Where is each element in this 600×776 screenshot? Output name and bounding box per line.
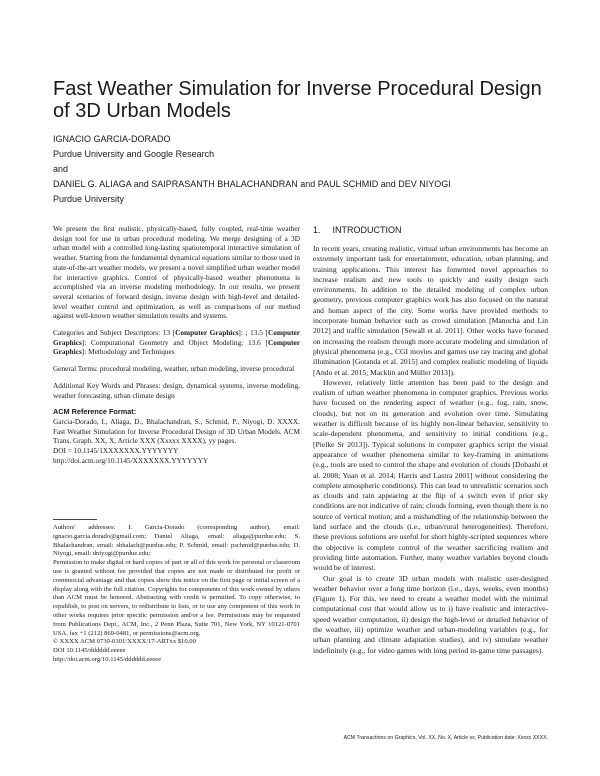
left-column — [53, 224, 300, 465]
page-footer: ACM Transactions on Graphics, Vol. XX, No. X, Article xx, Publication date: Xxxxx XXXX. — [343, 735, 548, 741]
author-names-2: DANIEL G. ALIAGA and SAIPRASANTH BHALACHANDRAN and PAUL SCHMID and DEV NIYOGI — [53, 179, 451, 189]
intro-paragraph-2: However, relatively little attention has been paid to the design and realism of urban weather phenomena in computer graphics. Previous works have focused on the rendering aspect of weather (e.g., fog, rain, snow, clouds), but not on its generation and evolution over time. Simulating weather is difficult because of its highly non-linear behavior, sensitivity to scale-dependent phenomena, and sensitivity to initial conditions (e.g., [Pielke Sr 2013]). Typical solutions in computer graphics script the visual appearance of weather phenomena similar to key-framing in animations (e.g., tools are used to control the shape and evolution of clouds [Dobashi et al. 2008; Yuan et al. 2014; Harris and Lastra 2001] without considering the complete atmospheric conditions). This can lead to unrealistic scenarios such as clouds and rain appearing at the flip of a switch even if prior sky conditions are not indicative of rain; clouds forming, even though there is no source of vertical motion; and a mishandling of the relationship between the land surface and the clouds (i.e., urban/rural heterogeneities). Therefore, these previous solutions are useful for short highly-scripted sequences where the objective is complete control of the weather sacrificing realism and providing little automation. Further, many weather variables beyond clouds would be of interest. — [313, 377, 548, 573]
copyright-line: © XXXX ACM 0730-0301/XXXX/17-ARTxx $10.00 — [53, 638, 196, 646]
author-affiliation-2: Purdue University — [53, 194, 125, 204]
section-title: INTRODUCTION — [332, 225, 402, 235]
category-term-2: Computer Graphics — [53, 328, 300, 347]
acm-reference: Garcia-Dorado, I., Aliaga, D., Bhalachandran, S., Schmid, P., Niyogi, D. XXXX. Fast Weather Simulation for Inverse Procedural Design of 3D Urban Models. ACM Trans. Graph. XX, X, Article XXX (Xxxxx XXXX), yy pages. — [53, 416, 300, 446]
category-term-1: Computer Graphics — [175, 328, 239, 338]
abstract: We present the first realistic, physically-based, fully coupled, real-time weather design tool for use in urban procedural modeling. We merge designing of a 3D urban model with a controlled long-lasting spatiotemporal interactive simulation of weather. Starting from the fundamental dynamical equations similar to those used in state-of-the-art weather models, we present a novel simplified urban weather model for interactive graphics. Control of physically-based weather phenomena is accomplished via an inverse modeling methodology. In our results, we present several scenarios of forward design, inverse design with high-level and detailed-level weather control and optimization, as well as comparisons of our method against well-known weather simulation results and systems. — [53, 224, 300, 321]
doi-url[interactable]: http://doi.acm.org/10.1145/XXXXXXX.YYYYYYY — [53, 455, 209, 465]
categories-prefix: Categories and Subject Descriptors: 13 [ — [53, 328, 176, 338]
categories — [53, 328, 300, 357]
category-term-3: Computer Graphics — [53, 337, 300, 357]
author-affiliation-1: Purdue University and Google Research — [53, 149, 215, 159]
general-terms: General Terms: procedural modeling, weather, urban modeling, inverse procedural — [53, 364, 295, 374]
right-column — [313, 224, 548, 656]
section-heading-introduction — [313, 224, 548, 236]
intro-paragraph-1: In recent years, creating realistic, virtual urban environments has become an extremely important task for entertainment, education, urban planning, and training applications. This interest has fomented novel approaches to increase realism and new tools to quickly and easily design such environments. In addition to the detailed modeling of complex urban geometry, previous computer graphics work has also focused on the natural and human aspect of the city. Some works have provided methods to incorporate human behavior such as crowd simulation [Manocha and Lin 2012] and traffic simulation [Sewall et al. 2011]. Other works have focused on increasing the realism through more accurate modeling and simulation of physical phenomena (e.g., CGI movies and games use ray tracing and global illumination [Gotanda et al. 2015] and complex realistic modeling of liquids [Ando et al. 2015; Macklin and Müller 2013]). — [313, 244, 548, 377]
acm-reference-heading: ACM Reference Format: — [53, 407, 137, 417]
intro-paragraph-3: Our goal is to create 3D urban models with realistic user-designed weather behavior over a long time horizon (i.e., days, weeks, even months) (Figure 1). For this, we need to create a weather model with the minimal computational cost that would allow us to i) have realistic and interactive-speed weather computation, ii) design the high-level or detailed behavior of the weather, iii) optimize weather and urban-modeling variables (e.g., for urban planning and climate adaptation studies), and iv) simulate weather indefinitely (e.g., for video games with long period in-game time passages). — [313, 573, 548, 655]
footnote-block — [53, 524, 300, 665]
keywords: Additional Key Words and Phrases: design, dynamical systems, inverse modeling, weather forecasting, urban climate design — [53, 380, 300, 400]
categories-mid-2: ]: Computational Geometry and Object Modeling; 13.6 [ — [81, 337, 268, 347]
footnote-doi-url[interactable]: http://doi.acm.org/10.1145/dddddd.eeeee — [53, 655, 162, 663]
author-name-1: IGNACIO GARCIA-DORADO — [53, 134, 171, 144]
author-conjunction: and — [53, 164, 69, 174]
footnote-doi: DOI 10.1145/dddddd.eeeee — [53, 647, 126, 655]
doi-line: DOI = 10.1145/1XXXXXXX.YYYYYYY — [53, 446, 179, 456]
footnote-rule — [53, 519, 97, 520]
permission-notice: Permission to make digital or hard copies of part or all of this work for personal or classroom use is granted without fee provided that copies are not made or distributed for profit or commercial advantage and that copies show this notice on the first page or initial screen of a display along with the full citation. Copyrights for components of this work owned by others than ACM must be honored. Abstracting with credit is permitted. To copy otherwise, to republish, to post on servers, to redistribute to lists, or to use any component of this work in other works requires prior specific permission and/or a fee. Permissions may be requested from Publications Dept., ACM, Inc., 2 Penn Plaza, Suite 701, New York, NY 10121-0701 USA, fax +1 (212) 869-0481, or permissions@acm.org. — [53, 559, 300, 637]
paper-title: Fast Weather Simulation for Inverse Procedural Design of 3D Urban Models — [53, 78, 542, 122]
categories-mid-1: ]: ; 13.5 [ — [238, 328, 268, 338]
author-addresses: Authors' addresses: I. Garcia-Dorado (corresponding author), email: ignacio.garcia.dorado@gmail.com; Daniel Aliaga, email: aliaga@purdue.edu; S. Bhalachandran, email: sbhalach@purdue.edu; P. Schmid, email: pschmid@purdue.edu; D. Niyogi, email: dniyogi@purdue.edu; — [53, 524, 300, 558]
author-block — [53, 132, 553, 207]
categories-suffix: ]: Methodology and Techniques — [81, 347, 175, 357]
section-number: 1. — [313, 225, 321, 235]
